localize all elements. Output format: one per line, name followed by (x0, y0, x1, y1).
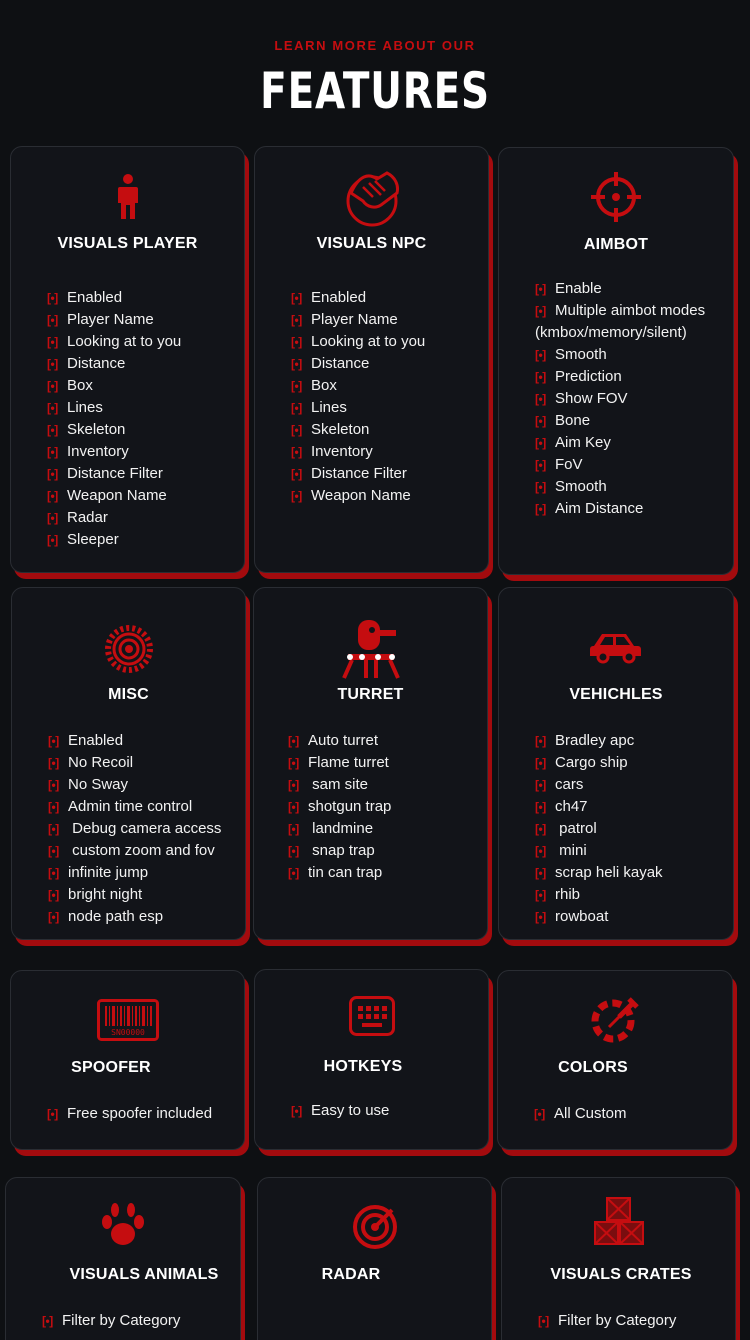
bullet-icon: [•] (535, 282, 546, 296)
section-eyebrow: LEARN MORE ABOUT OUR (274, 38, 476, 53)
feature-item (535, 498, 725, 520)
card-visuals-npc (254, 146, 489, 573)
feature-item (535, 906, 663, 928)
feature-item (48, 752, 221, 774)
feature-label: Inventory (67, 443, 129, 460)
feature-list (291, 1100, 389, 1122)
bullet-icon: [•] (47, 533, 58, 547)
bullet-icon: [•] (48, 734, 59, 748)
feature-label: Distance Filter (311, 465, 407, 482)
bullet-icon: [•] (288, 800, 299, 814)
feature-item (47, 375, 181, 397)
bullet-icon: [•] (47, 313, 58, 327)
bullet-icon: [•] (535, 348, 546, 362)
feature-label: Skeleton (311, 421, 370, 438)
feature-item (535, 388, 725, 410)
feature-item (47, 507, 181, 529)
feature-list (535, 278, 725, 520)
bullet-icon: [•] (535, 370, 546, 384)
bullet-icon: [•] (47, 379, 58, 393)
bullet-icon: [•] (291, 401, 302, 415)
feature-item (48, 906, 221, 928)
barcode-text: SN00000 (110, 1028, 145, 1037)
feature-item (291, 485, 425, 507)
card-title: SPOOFER (71, 1059, 151, 1076)
feature-item (42, 1310, 180, 1332)
bullet-icon: [•] (291, 467, 302, 481)
feature-label: Debug camera access (68, 820, 222, 837)
bullet-icon: [•] (534, 1107, 545, 1121)
bullet-icon: [•] (535, 480, 546, 494)
barcode-icon (11, 999, 244, 1041)
feature-label: Enabled (68, 732, 124, 749)
bullet-icon: [•] (47, 401, 58, 415)
bullet-icon: [•] (288, 866, 299, 880)
feature-label: Looking at to you (67, 333, 182, 350)
card-title: VEHICHLES (569, 686, 663, 703)
feature-label: rhib (555, 886, 581, 903)
feature-item (291, 397, 425, 419)
feature-label: tin can trap (308, 864, 383, 881)
feature-label: Easy to use (311, 1102, 390, 1119)
feature-list (535, 730, 663, 928)
feature-label: sam site (308, 776, 369, 793)
feature-label: landmine (308, 820, 374, 837)
feature-label: Enable (555, 280, 602, 297)
feature-label: Filter by Category (62, 1312, 181, 1329)
card-title: AIMBOT (583, 236, 649, 253)
bullet-icon: [•] (47, 1107, 58, 1121)
bullet-icon: [•] (535, 910, 546, 924)
crosshair-icon (499, 172, 733, 222)
feature-item (535, 410, 725, 432)
card-visuals-crates (501, 1177, 736, 1340)
card-title: COLORS (558, 1059, 628, 1076)
feature-label: bright night (68, 886, 143, 903)
keyboard-icon (255, 996, 488, 1036)
card-vehicles (498, 587, 734, 940)
feature-item (48, 730, 221, 752)
bullet-icon: [•] (535, 414, 546, 428)
card-spoofer (10, 970, 245, 1150)
card-aimbot (498, 147, 734, 575)
feature-label: No Sway (68, 776, 129, 793)
feature-item (48, 818, 221, 840)
handshake-icon (255, 167, 488, 227)
feature-item (291, 309, 425, 331)
feature-item (47, 397, 181, 419)
feature-label: shotgun trap (308, 798, 392, 815)
feature-list (48, 730, 221, 928)
feature-label: Aim Key (555, 434, 611, 451)
feature-item (47, 419, 181, 441)
radar-icon (258, 1204, 491, 1250)
bullet-icon: [•] (291, 313, 302, 327)
feature-item (535, 840, 663, 862)
feature-label: Filter by Category (558, 1312, 677, 1329)
feature-label: Looking at to you (311, 333, 426, 350)
feature-list (47, 287, 181, 551)
feature-item (535, 300, 725, 344)
card-title: VISUALS NPC (316, 235, 427, 252)
feature-item (291, 287, 425, 309)
feature-label: Box (67, 377, 93, 394)
feature-label: Enabled (67, 289, 123, 306)
card-visuals-animals (5, 1177, 241, 1340)
feature-label: Lines (311, 399, 347, 416)
section-title: FEATURES (260, 62, 490, 120)
bullet-icon: [•] (535, 458, 546, 472)
bullet-icon: [•] (288, 844, 299, 858)
feature-item (535, 862, 663, 884)
bullet-icon: [•] (535, 822, 546, 836)
bullet-icon: [•] (535, 436, 546, 450)
bullet-icon: [•] (47, 357, 58, 371)
bullet-icon: [•] (48, 822, 59, 836)
feature-item (288, 840, 391, 862)
feature-item (288, 862, 391, 884)
feature-label: snap trap (308, 842, 375, 859)
bullet-icon: [•] (48, 756, 59, 770)
bullet-icon: [•] (535, 778, 546, 792)
feature-item (47, 287, 181, 309)
feature-item (535, 774, 663, 796)
feature-label: ch47 (555, 798, 588, 815)
feature-item (288, 752, 391, 774)
feature-item (47, 309, 181, 331)
feature-list (538, 1310, 676, 1332)
bullet-icon: [•] (288, 778, 299, 792)
feature-item (47, 529, 181, 551)
bullet-icon: [•] (291, 357, 302, 371)
feature-label: Bone (555, 412, 591, 429)
feature-item (534, 1103, 627, 1125)
bullet-icon: [•] (535, 844, 546, 858)
feature-label: Bradley apc (555, 732, 635, 749)
feature-label: mini (555, 842, 587, 859)
feature-label: Enabled (311, 289, 367, 306)
bullet-icon: [•] (48, 910, 59, 924)
feature-label: Multiple aimbot modes (kmbox/memory/silent) (535, 302, 706, 341)
feature-item (535, 344, 725, 366)
bullet-icon: [•] (288, 822, 299, 836)
card-title: TURRET (337, 686, 404, 703)
feature-list (288, 730, 391, 884)
feature-label: Lines (67, 399, 103, 416)
bullet-icon: [•] (291, 489, 302, 503)
feature-label: node path esp (68, 908, 164, 925)
feature-item (48, 862, 221, 884)
bullet-icon: [•] (535, 304, 546, 318)
bullet-icon: [•] (47, 489, 58, 503)
bullet-icon: [•] (535, 392, 546, 406)
bullet-icon: [•] (48, 800, 59, 814)
feature-list (42, 1310, 180, 1332)
bullet-icon: [•] (48, 866, 59, 880)
bullet-icon: [•] (535, 888, 546, 902)
feature-item (48, 774, 221, 796)
card-turret (253, 587, 488, 940)
feature-item (538, 1310, 676, 1332)
card-visuals-player (10, 146, 245, 573)
card-hotkeys (254, 969, 489, 1150)
bullet-icon: [•] (535, 756, 546, 770)
bullet-icon: [•] (47, 291, 58, 305)
feature-item (288, 730, 391, 752)
bullet-icon: [•] (288, 756, 299, 770)
feature-label: scrap heli kayak (555, 864, 663, 881)
card-misc (11, 587, 246, 940)
feature-item (291, 1100, 389, 1122)
feature-label: Smooth (555, 346, 607, 363)
feature-label: Smooth (555, 478, 607, 495)
feature-label: Weapon Name (67, 487, 167, 504)
feature-label: Skeleton (67, 421, 126, 438)
bullet-icon: [•] (535, 866, 546, 880)
bullet-icon: [•] (48, 844, 59, 858)
color-picker-icon (498, 997, 732, 1043)
feature-label: Show FOV (555, 390, 628, 407)
feature-item (535, 752, 663, 774)
feature-label: Cargo ship (555, 754, 628, 771)
feature-item (535, 730, 663, 752)
feature-list (534, 1103, 627, 1125)
feature-item (47, 441, 181, 463)
feature-label: Flame turret (308, 754, 389, 771)
feature-item (48, 840, 221, 862)
feature-label: custom zoom and fov (68, 842, 215, 859)
feature-item (47, 485, 181, 507)
feature-label: Radar (67, 509, 108, 526)
feature-label: Free spoofer included (67, 1105, 213, 1122)
feature-label: Prediction (555, 368, 622, 385)
bullet-icon: [•] (42, 1314, 53, 1328)
card-title: RADAR (321, 1266, 381, 1283)
feature-label: Sleeper (67, 531, 119, 548)
feature-label: Admin time control (68, 798, 193, 815)
feature-label: cars (555, 776, 584, 793)
feature-label: patrol (555, 820, 597, 837)
card-title: VISUALS CRATES (550, 1266, 692, 1283)
bullet-icon: [•] (291, 423, 302, 437)
feature-label: All Custom (554, 1105, 627, 1122)
feature-item (535, 818, 663, 840)
bullet-icon: [•] (535, 800, 546, 814)
feature-label: infinite jump (68, 864, 149, 881)
feature-label: Weapon Name (311, 487, 411, 504)
feature-item (535, 796, 663, 818)
feature-label: Auto turret (308, 732, 379, 749)
feature-item (291, 331, 425, 353)
paw-icon (6, 1200, 240, 1248)
feature-item (288, 774, 391, 796)
player-icon (11, 173, 244, 221)
feature-label: Aim Distance (555, 500, 644, 517)
feature-label: Box (311, 377, 337, 394)
feature-item (288, 796, 391, 818)
gear-icon (12, 624, 245, 674)
feature-item (535, 366, 725, 388)
bullet-icon: [•] (288, 734, 299, 748)
feature-item (291, 353, 425, 375)
turret-icon (254, 618, 487, 680)
feature-item (535, 432, 725, 454)
bullet-icon: [•] (538, 1314, 549, 1328)
crates-icon (502, 1196, 735, 1246)
bullet-icon: [•] (48, 778, 59, 792)
card-title: VISUALS PLAYER (57, 235, 198, 252)
card-title: MISC (108, 686, 149, 703)
feature-item (47, 1103, 212, 1125)
feature-label: Distance (67, 355, 126, 372)
feature-item (291, 463, 425, 485)
card-radar (257, 1177, 492, 1340)
bullet-icon: [•] (291, 445, 302, 459)
bullet-icon: [•] (47, 335, 58, 349)
bullet-icon: [•] (291, 291, 302, 305)
card-title: HOTKEYS (323, 1058, 403, 1075)
feature-item (47, 353, 181, 375)
feature-item (291, 441, 425, 463)
card-colors (497, 970, 733, 1150)
bullet-icon: [•] (47, 423, 58, 437)
car-icon (499, 632, 733, 664)
bullet-icon: [•] (291, 1104, 302, 1118)
bullet-icon: [•] (291, 379, 302, 393)
feature-label: Distance Filter (67, 465, 163, 482)
feature-item (48, 796, 221, 818)
feature-label: Player Name (311, 311, 398, 328)
bullet-icon: [•] (535, 502, 546, 516)
feature-label: rowboat (555, 908, 609, 925)
feature-list (47, 1103, 212, 1125)
feature-label: FoV (555, 456, 583, 473)
feature-list (291, 287, 425, 507)
bullet-icon: [•] (291, 335, 302, 349)
feature-item (535, 476, 725, 498)
feature-label: No Recoil (68, 754, 134, 771)
feature-item (535, 278, 725, 300)
feature-item (47, 463, 181, 485)
feature-item (48, 884, 221, 906)
feature-item (291, 419, 425, 441)
feature-label: Player Name (67, 311, 154, 328)
feature-item (535, 454, 725, 476)
feature-label: Distance (311, 355, 370, 372)
feature-item (288, 818, 391, 840)
bullet-icon: [•] (48, 888, 59, 902)
feature-item (291, 375, 425, 397)
bullet-icon: [•] (47, 445, 58, 459)
feature-label: Inventory (311, 443, 373, 460)
bullet-icon: [•] (535, 734, 546, 748)
card-title: VISUALS ANIMALS (69, 1266, 219, 1283)
bullet-icon: [•] (47, 511, 58, 525)
feature-item (535, 884, 663, 906)
feature-item (47, 331, 181, 353)
bullet-icon: [•] (47, 467, 58, 481)
